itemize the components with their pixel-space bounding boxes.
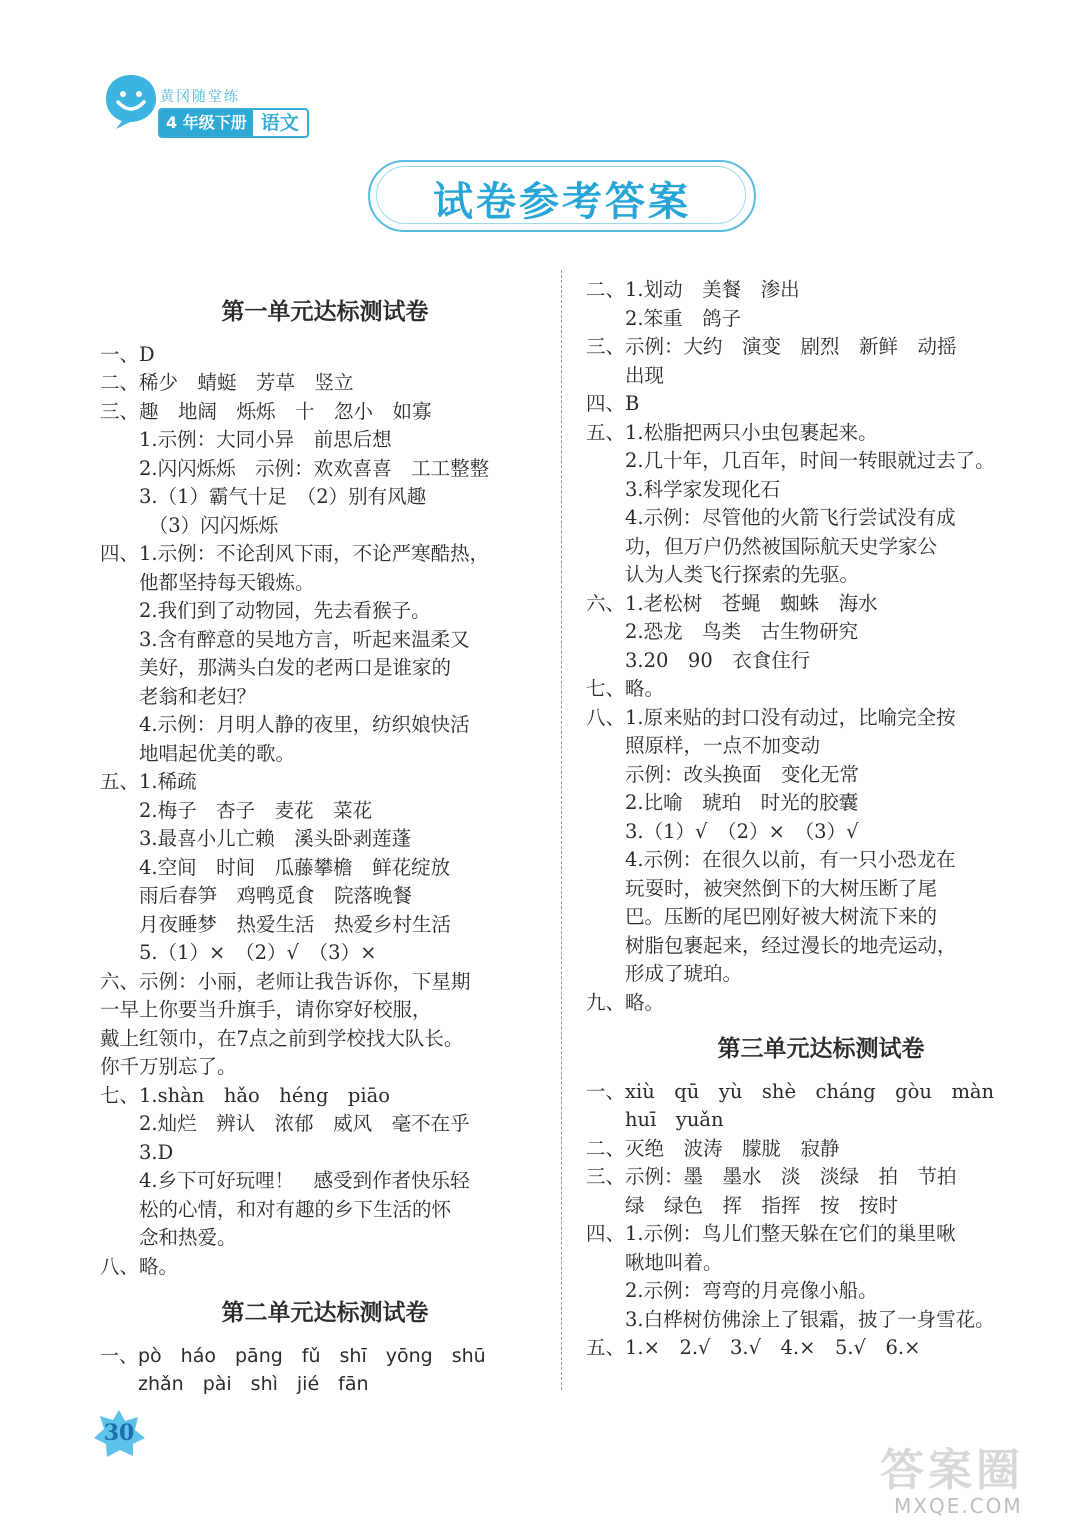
answer-line: 出现 — [586, 363, 665, 387]
answer-line: 2.闪闪烁烁 示例：欢欢喜喜 工工整整 — [100, 456, 490, 480]
answer-line: 六、示例：小丽，老师让我告诉你，下星期 — [100, 969, 471, 993]
answer-line: 2.灿烂 辨认 浓郁 威风 毫不在乎 — [100, 1112, 470, 1135]
watermark — [850, 1432, 1060, 1522]
answer-line: 2.笨重 鸽子 — [586, 306, 742, 330]
series-name: 黄冈随堂练 — [160, 89, 240, 105]
answer-line: 五、1.松脂把两只小虫包裹起来。 — [586, 420, 878, 444]
answer-line: 九、略。 — [586, 990, 665, 1014]
answer-line: 2.我们到了动物园，先去看猴子。 — [100, 599, 431, 622]
answer-line: 八、1.原来贴的封口没有动过，比喻完全按 — [586, 705, 956, 729]
smiley-icon — [102, 72, 160, 130]
page-title-banner — [368, 160, 756, 232]
answer-line: 二、稀少 蜻蜓 芳草 竖立 — [100, 371, 354, 394]
answer-line: （3）闪闪烁烁 — [100, 513, 279, 537]
answer-line: 功，但万户仍然被国际航天史学家公 — [586, 534, 938, 558]
page-number: 30 — [103, 1420, 135, 1446]
answer-line: zhǎn pài shì jié fān — [100, 1373, 369, 1395]
answer-line: 啾地叫着。 — [586, 1250, 723, 1274]
unit3-answers — [586, 1078, 1056, 1363]
unit2-answers-continued — [586, 276, 1056, 1017]
series-logo — [102, 72, 362, 142]
answer-line: 树脂包裹起来，经过漫长的地壳运动， — [586, 933, 957, 957]
answer-line: 4.空间 时间 瓜藤攀檐 鲜花绽放 — [100, 855, 451, 879]
grade-label: 4 年级下册 — [160, 110, 253, 136]
answer-line: 3.科学家发现化石 — [586, 477, 781, 501]
answer-line: 你千万别忘了。 — [100, 1055, 237, 1078]
answer-line: 雨后春笋 鸡鸭觅食 院落晚餐 — [100, 884, 413, 907]
answer-line: 2.示例：弯弯的月亮像小船。 — [586, 1279, 878, 1302]
answer-line: 一、pò háo pāng fǔ shī yōng shū — [100, 1344, 486, 1367]
answer-line: 六、1.老松树 苍蝇 蜘蛛 海水 — [586, 591, 878, 615]
answer-line: 照原样，一点不加变动 — [586, 734, 821, 757]
answer-line: 形成了琥珀。 — [586, 962, 743, 985]
answer-line: 2.几十年，几百年，时间一转眼就过去了。 — [586, 449, 995, 472]
answer-line: huī yuǎn — [586, 1108, 724, 1131]
answer-line: 三、趣 地阔 烁烁 十 忽小 如寡 — [100, 399, 432, 423]
subject-label: 语文 — [260, 112, 299, 134]
unit1-answers — [100, 341, 550, 1282]
page-title: 试卷参考答案 — [433, 178, 691, 225]
answer-line: 3.最喜小儿亡赖 溪头卧剥莲蓬 — [100, 827, 412, 850]
answer-line: 2.梅子 杏子 麦花 菜花 — [100, 798, 373, 822]
unit3-title: 第三单元达标测试卷 — [717, 1035, 925, 1062]
answer-line: 5.（1）× （2）√ （3）× — [100, 941, 377, 964]
answer-line: 3.（1）√ （2）× （3）√ — [586, 819, 859, 843]
answer-line: 一、xiù qū yù shè cháng gòu màn — [586, 1079, 995, 1103]
unit2-answers-start — [100, 1342, 550, 1399]
right-column — [586, 276, 1056, 1363]
answer-line: 示例：改头换面 变化无常 — [586, 762, 860, 786]
page-number-badge — [92, 1408, 146, 1458]
answer-line: 3.20 90 衣食住行 — [586, 648, 811, 672]
answer-line: 戴上红领巾，在7点之前到学校找大队长。 — [100, 1026, 464, 1050]
unit2-title: 第二单元达标测试卷 — [221, 1299, 429, 1326]
answer-line: 三、示例：大约 演变 剧烈 新鲜 动摇 — [586, 335, 957, 358]
answer-line: 1.示例：大同小异 前思后想 — [100, 428, 392, 451]
answer-line: 月夜睡梦 热爱生活 热爱乡村生活 — [100, 912, 452, 936]
answer-line: 3.D — [100, 1140, 174, 1164]
unit1-title: 第一单元达标测试卷 — [221, 298, 429, 325]
answer-line: 玩耍时，被突然倒下的大树压断了尾 — [586, 876, 938, 900]
answer-line: 4.示例：尽管他的火箭飞行尝试没有成 — [586, 506, 956, 529]
left-column — [100, 292, 550, 1399]
answer-line: 3.白桦树仿佛涂上了银霜，披了一身雪花。 — [586, 1307, 995, 1331]
answer-line: 四、1.示例：鸟儿们整天躲在它们的巢里啾 — [586, 1222, 956, 1245]
answer-line: 八、略。 — [100, 1254, 179, 1278]
answer-line: 松的心情，和对有趣的乡下生活的怀 — [100, 1197, 452, 1221]
answer-line: 美好，那满头白发的老两口是谁家的 — [100, 656, 452, 679]
answer-line: 4.乡下可好玩哩！ 感受到作者快乐轻 — [100, 1169, 470, 1192]
watermark-url: MXQE.COM — [894, 1494, 1023, 1518]
answer-line: 老翁和老妇？ — [100, 684, 257, 708]
answer-line: 四、1.示例：不论刮风下雨，不论严寒酷热， — [100, 542, 490, 565]
grade-subject-box — [158, 108, 309, 138]
answer-line: 念和热爱。 — [100, 1226, 237, 1249]
watermark-logo-text: 答案圈 — [880, 1445, 1024, 1496]
answer-line: 五、1.× 2.√ 3.√ 4.× 5.√ 6.× — [586, 1336, 921, 1359]
answer-line: 3.含有醉意的吴地方言，听起来温柔又 — [100, 627, 470, 651]
answer-line: 三、示例：墨 墨水 淡 淡绿 拍 节拍 — [586, 1165, 957, 1188]
answer-line: 2.恐龙 鸟类 古生物研究 — [586, 620, 859, 643]
answer-line: 2.比喻 琥珀 时光的胶囊 — [586, 791, 859, 814]
answer-line: 地唱起优美的歌。 — [100, 741, 296, 765]
answer-line: 七、1.shàn hǎo héng piāo — [100, 1083, 391, 1107]
answer-line: 绿 绿色 挥 指挥 按 按时 — [586, 1193, 899, 1217]
answer-line: 七、略。 — [586, 677, 665, 700]
answer-line: 一早上你要当升旗手，请你穿好校服， — [100, 998, 432, 1021]
answer-line: 二、灭绝 波涛 朦胧 寂静 — [586, 1136, 840, 1160]
answer-line: 4.示例：在很久以前，有一只小恐龙在 — [586, 848, 956, 871]
column-divider — [561, 270, 562, 1390]
answer-line: 二、1.划动 美餐 渗出 — [586, 278, 800, 301]
answer-line: 五、1.稀疏 — [100, 770, 197, 793]
answer-line: 3.（1）霸气十足 （2）别有风趣 — [100, 485, 427, 508]
answer-line: 四、B — [586, 392, 640, 415]
answer-line: 一、D — [100, 342, 155, 366]
answer-line: 认为人类飞行探索的先驱。 — [586, 563, 860, 586]
answer-line: 他都坚持每天锻炼。 — [100, 570, 315, 594]
answer-line: 4.示例：月明人静的夜里，纺织娘快活 — [100, 713, 470, 736]
answer-line: 巴。压断的尾巴刚好被大树流下来的 — [586, 905, 938, 928]
